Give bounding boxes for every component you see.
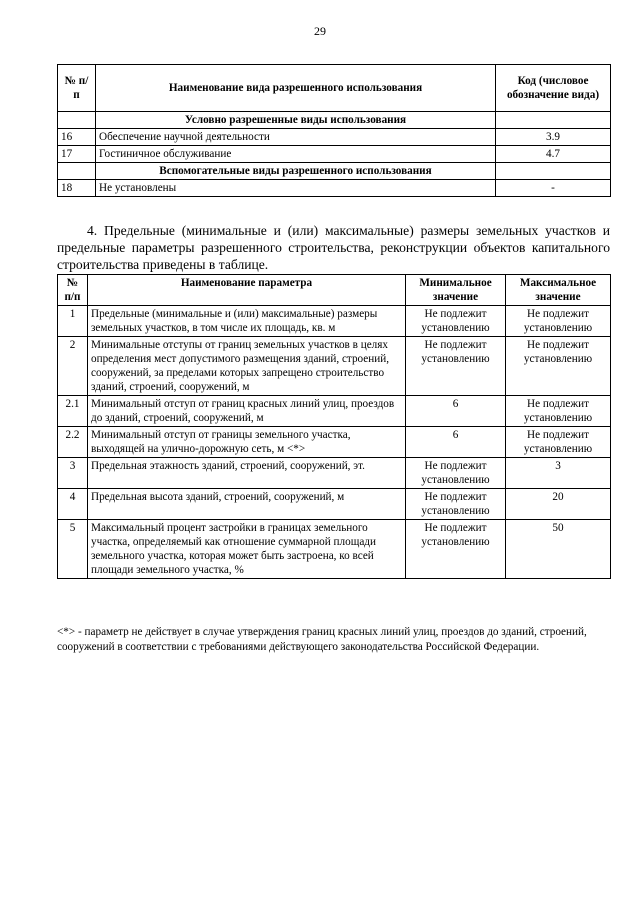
row-code: 3.9 xyxy=(496,129,611,146)
row-min: Не подлежит установлению xyxy=(406,489,506,520)
header-name: Наименование вида разрешенного использования xyxy=(96,65,496,112)
header-max: Максимальное значение xyxy=(506,275,611,306)
table-row xyxy=(58,427,611,458)
row-name: Не установлены xyxy=(96,180,496,197)
row-num: 5 xyxy=(58,520,88,579)
row-name: Минимальный отступ от границ красных линий улиц, проездов до зданий, строений, сооружений, м xyxy=(88,396,406,427)
table-row xyxy=(58,306,611,337)
row-min: Не подлежит установлению xyxy=(406,306,506,337)
table-row xyxy=(58,458,611,489)
table-row xyxy=(58,146,611,163)
intro-paragraph: 4. Предельные (минимальные и (или) максимальные) размеры земельных участков и предельные параметры разрешенного строительства, реконструкции объектов капитального строительства приведены в таблице. xyxy=(57,223,610,272)
table-row xyxy=(58,180,611,197)
row-num: 18 xyxy=(58,180,96,197)
section-title: Вспомогательные виды разрешенного использования xyxy=(96,163,496,180)
row-num: 3 xyxy=(58,458,88,489)
section-row xyxy=(58,112,611,129)
table-row xyxy=(58,129,611,146)
section-title: Условно разрешенные виды использования xyxy=(96,112,496,129)
parameters-table xyxy=(57,274,611,579)
row-name: Гостиничное обслуживание xyxy=(96,146,496,163)
row-max: 3 xyxy=(506,458,611,489)
empty-cell xyxy=(496,163,611,180)
row-num: 16 xyxy=(58,129,96,146)
row-code: - xyxy=(496,180,611,197)
row-max: Не подлежит установлению xyxy=(506,306,611,337)
row-name: Максимальный процент застройки в границах земельного участка, определяемый как отношение суммарной площади земельного участка, которая может быть застроена, ко всей площади земельного участка, % xyxy=(88,520,406,579)
row-name: Предельная высота зданий, строений, сооружений, м xyxy=(88,489,406,520)
row-name: Предельные (минимальные и (или) максимальные) размеры земельных участков, в том числе их площадь, кв. м xyxy=(88,306,406,337)
row-min: Не подлежит установлению xyxy=(406,337,506,396)
row-name: Обеспечение научной деятельности xyxy=(96,129,496,146)
header-name: Наименование параметра xyxy=(88,275,406,306)
row-name: Минимальные отступы от границ земельных участков в целях определения мест допустимого размещения зданий, строений, сооружений, за пределами которых запрещено строительство зданий, строений, сооружений, м xyxy=(88,337,406,396)
row-num: 2 xyxy=(58,337,88,396)
row-num: 4 xyxy=(58,489,88,520)
row-num: 2.1 xyxy=(58,396,88,427)
row-num: 1 xyxy=(58,306,88,337)
row-min: Не подлежит установлению xyxy=(406,520,506,579)
table-row xyxy=(58,520,611,579)
row-name: Предельная этажность зданий, строений, сооружений, эт. xyxy=(88,458,406,489)
row-name: Минимальный отступ от границы земельного участка, выходящей на улично-дорожную сеть, м <*> xyxy=(88,427,406,458)
row-num: 17 xyxy=(58,146,96,163)
page-number: 29 xyxy=(314,24,326,38)
row-code: 4.7 xyxy=(496,146,611,163)
row-min: Не подлежит установлению xyxy=(406,458,506,489)
empty-cell xyxy=(58,112,96,129)
empty-cell xyxy=(496,112,611,129)
table-row xyxy=(58,337,611,396)
footnote: <*> - параметр не действует в случае утверждения границ красных линий улиц, проездов до зданий, строений, сооружений в соответствии с требованиями действующего законодательства Российской Федерации. xyxy=(57,626,587,653)
parameters-table-header xyxy=(58,275,611,306)
section-row xyxy=(58,163,611,180)
row-max: 20 xyxy=(506,489,611,520)
row-max: Не подлежит установлению xyxy=(506,427,611,458)
header-min: Минимальное значение xyxy=(406,275,506,306)
empty-cell xyxy=(58,163,96,180)
land-use-table-header xyxy=(58,65,611,112)
row-min: 6 xyxy=(406,396,506,427)
header-code: Код (числовое обозначение вида) xyxy=(496,65,611,112)
table-row xyxy=(58,489,611,520)
row-num: 2.2 xyxy=(58,427,88,458)
row-min: 6 xyxy=(406,427,506,458)
table-row xyxy=(58,396,611,427)
land-use-table xyxy=(57,64,611,197)
header-num: № п/ п xyxy=(58,65,96,112)
header-num: № п/п xyxy=(58,275,88,306)
row-max: Не подлежит установлению xyxy=(506,337,611,396)
row-max: Не подлежит установлению xyxy=(506,396,611,427)
row-max: 50 xyxy=(506,520,611,579)
